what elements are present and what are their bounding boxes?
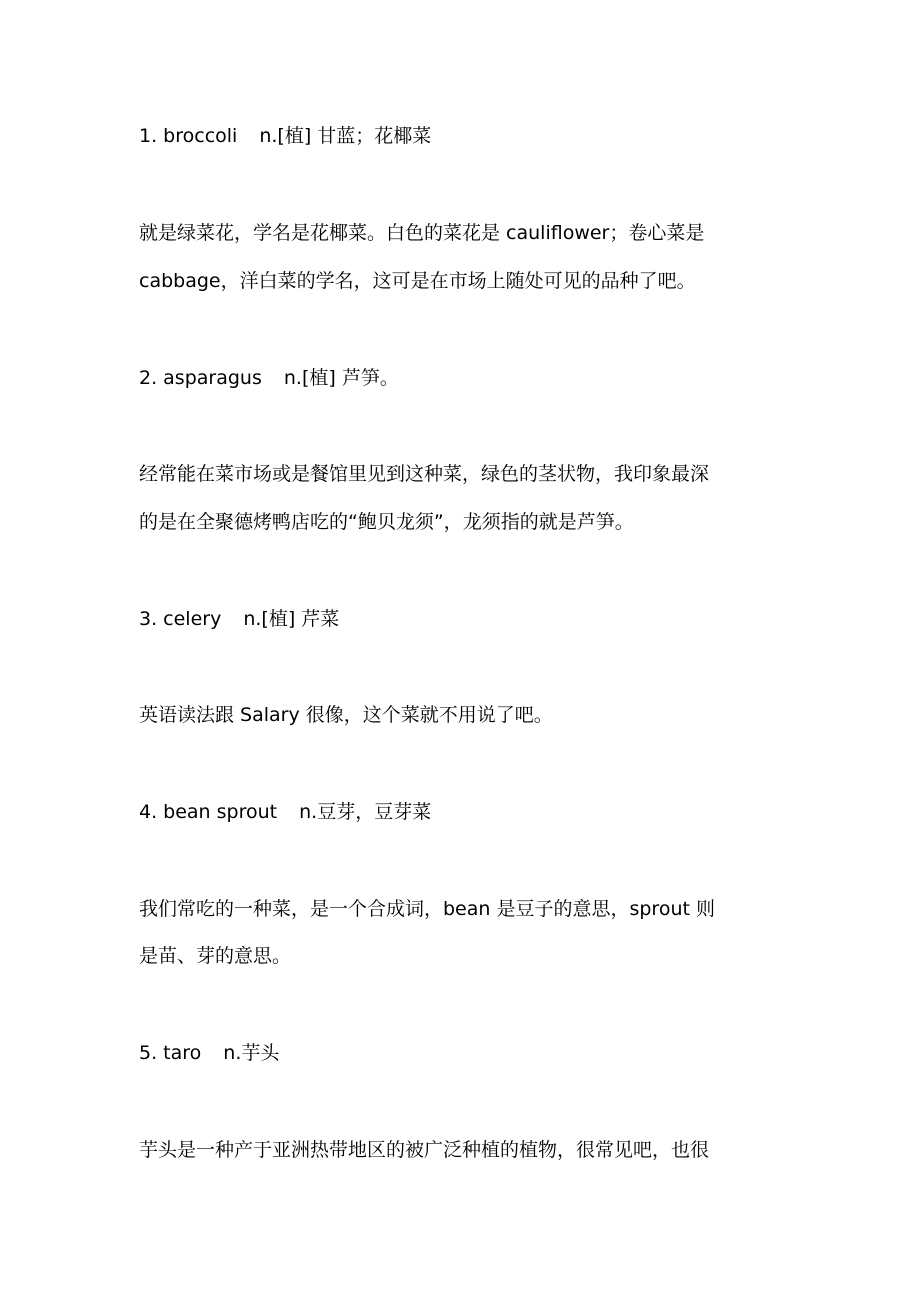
- entry-heading: [139, 1041, 799, 1065]
- entry-term: 5. taro: [139, 1042, 202, 1064]
- entry-description-line: 我们常吃的一种菜，是一个合成词，bean 是豆子的意思，sprout 则: [139, 898, 715, 920]
- entry-description-line: 就是绿菜花，学名是花椰菜。白色的菜花是 cauliflower；卷心菜是: [139, 222, 705, 244]
- entry-description-line: 的是在全聚德烤鸭店吃的“鲍贝龙须”，龙须指的就是芦笋。: [139, 511, 634, 533]
- entry-definition: n.[植] 芹菜: [243, 608, 340, 630]
- entry-description-line: cabbage，洋白菜的学名，这可是在市场上随处可见的品种了吧。: [139, 270, 696, 292]
- entry-definition: n.[植] 甘蓝；花椰菜: [259, 125, 432, 147]
- entry-term: 4. bean sprout: [139, 801, 278, 823]
- entry-term: 3. celery: [139, 608, 222, 630]
- entry-term: 2. asparagus: [139, 367, 262, 389]
- entry-definition: n.芋头: [223, 1042, 280, 1064]
- entry-heading: [139, 124, 799, 148]
- entry-heading: [139, 800, 799, 824]
- entry-definition: n.[植] 芦笋。: [283, 367, 399, 389]
- entry-heading: [139, 607, 799, 631]
- entry-definition: n.豆芽，豆芽菜: [299, 801, 432, 823]
- entry-description-line: 经常能在菜市场或是餐馆里见到这种菜，绿色的茎状物，我印象最深: [139, 463, 710, 485]
- entry-description-line: 英语读法跟 Salary 很像，这个菜就不用说了吧。: [139, 704, 553, 726]
- entry-heading: [139, 366, 799, 390]
- entry-term: 1. broccoli: [139, 125, 238, 147]
- entry-description-line: 是苗、芽的意思。: [139, 945, 292, 967]
- entry-description-line: 芋头是一种产于亚洲热带地区的被广泛种植的植物，很常见吧，也很: [139, 1139, 710, 1161]
